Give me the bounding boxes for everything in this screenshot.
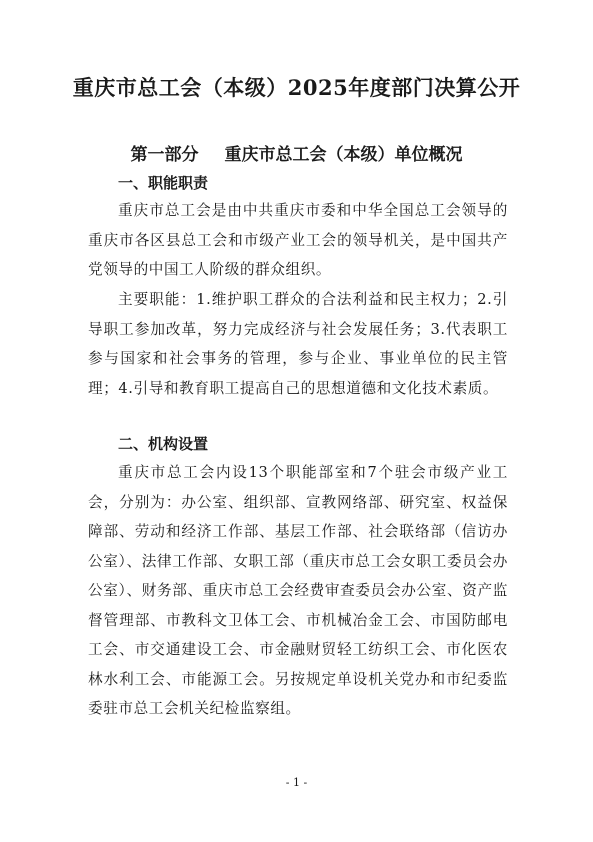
paragraph-functions-intro: 重庆市总工会是由中共重庆市委和中华全国总工会领导的重庆市各区县总工会和市级产业工会的领导机关，是中国共产党领导的中国工人阶级的群众组织。: [88, 202, 508, 278]
section-heading-functions: 一、职能职责: [118, 174, 209, 192]
section-heading-organization: 二、机构设置: [118, 435, 209, 453]
part-label: 第一部分: [130, 145, 199, 165]
paragraph-main-functions: 主要职能：1.维护职工群众的合法利益和民主权力；2.引导职工参加改革，努力完成经济与社会发展任务；3.代表职工参与国家和社会事务的管理，参与企业、事业单位的民主管理；4.引导和教育职工提高自己的思想道德和文化技术素质。: [88, 291, 508, 397]
part-subtitle: 重庆市总工会（本级）单位概况: [224, 145, 463, 165]
part-title: [0, 140, 593, 165]
paragraph-organization: 重庆市总工会内设13个职能部室和7个驻会市级产业工会，分别为：办公室、组织部、宣教网络部、研究室、权益保障部、劳动和经济工作部、基层工作部、社会联络部（信访办公室）、法律工作部、女职工部（重庆市总工会女职工委员会办公室）、财务部、重庆市总工会经费审查委员会办公室、资产监督管理部、市教科文卫体工会、市机械冶金工会、市国防邮电工会、市交通建设工会、市金融财贸轻工纺织工会、市化医农林水利工会、市能源工会。另按规定单设机关党办和市纪委监委驻市总工会机关纪检监察组。: [88, 464, 508, 717]
page-number: - 1 -: [285, 776, 308, 789]
document-title: 重庆市总工会（本级）2025年度部门决算公开: [72, 75, 521, 100]
